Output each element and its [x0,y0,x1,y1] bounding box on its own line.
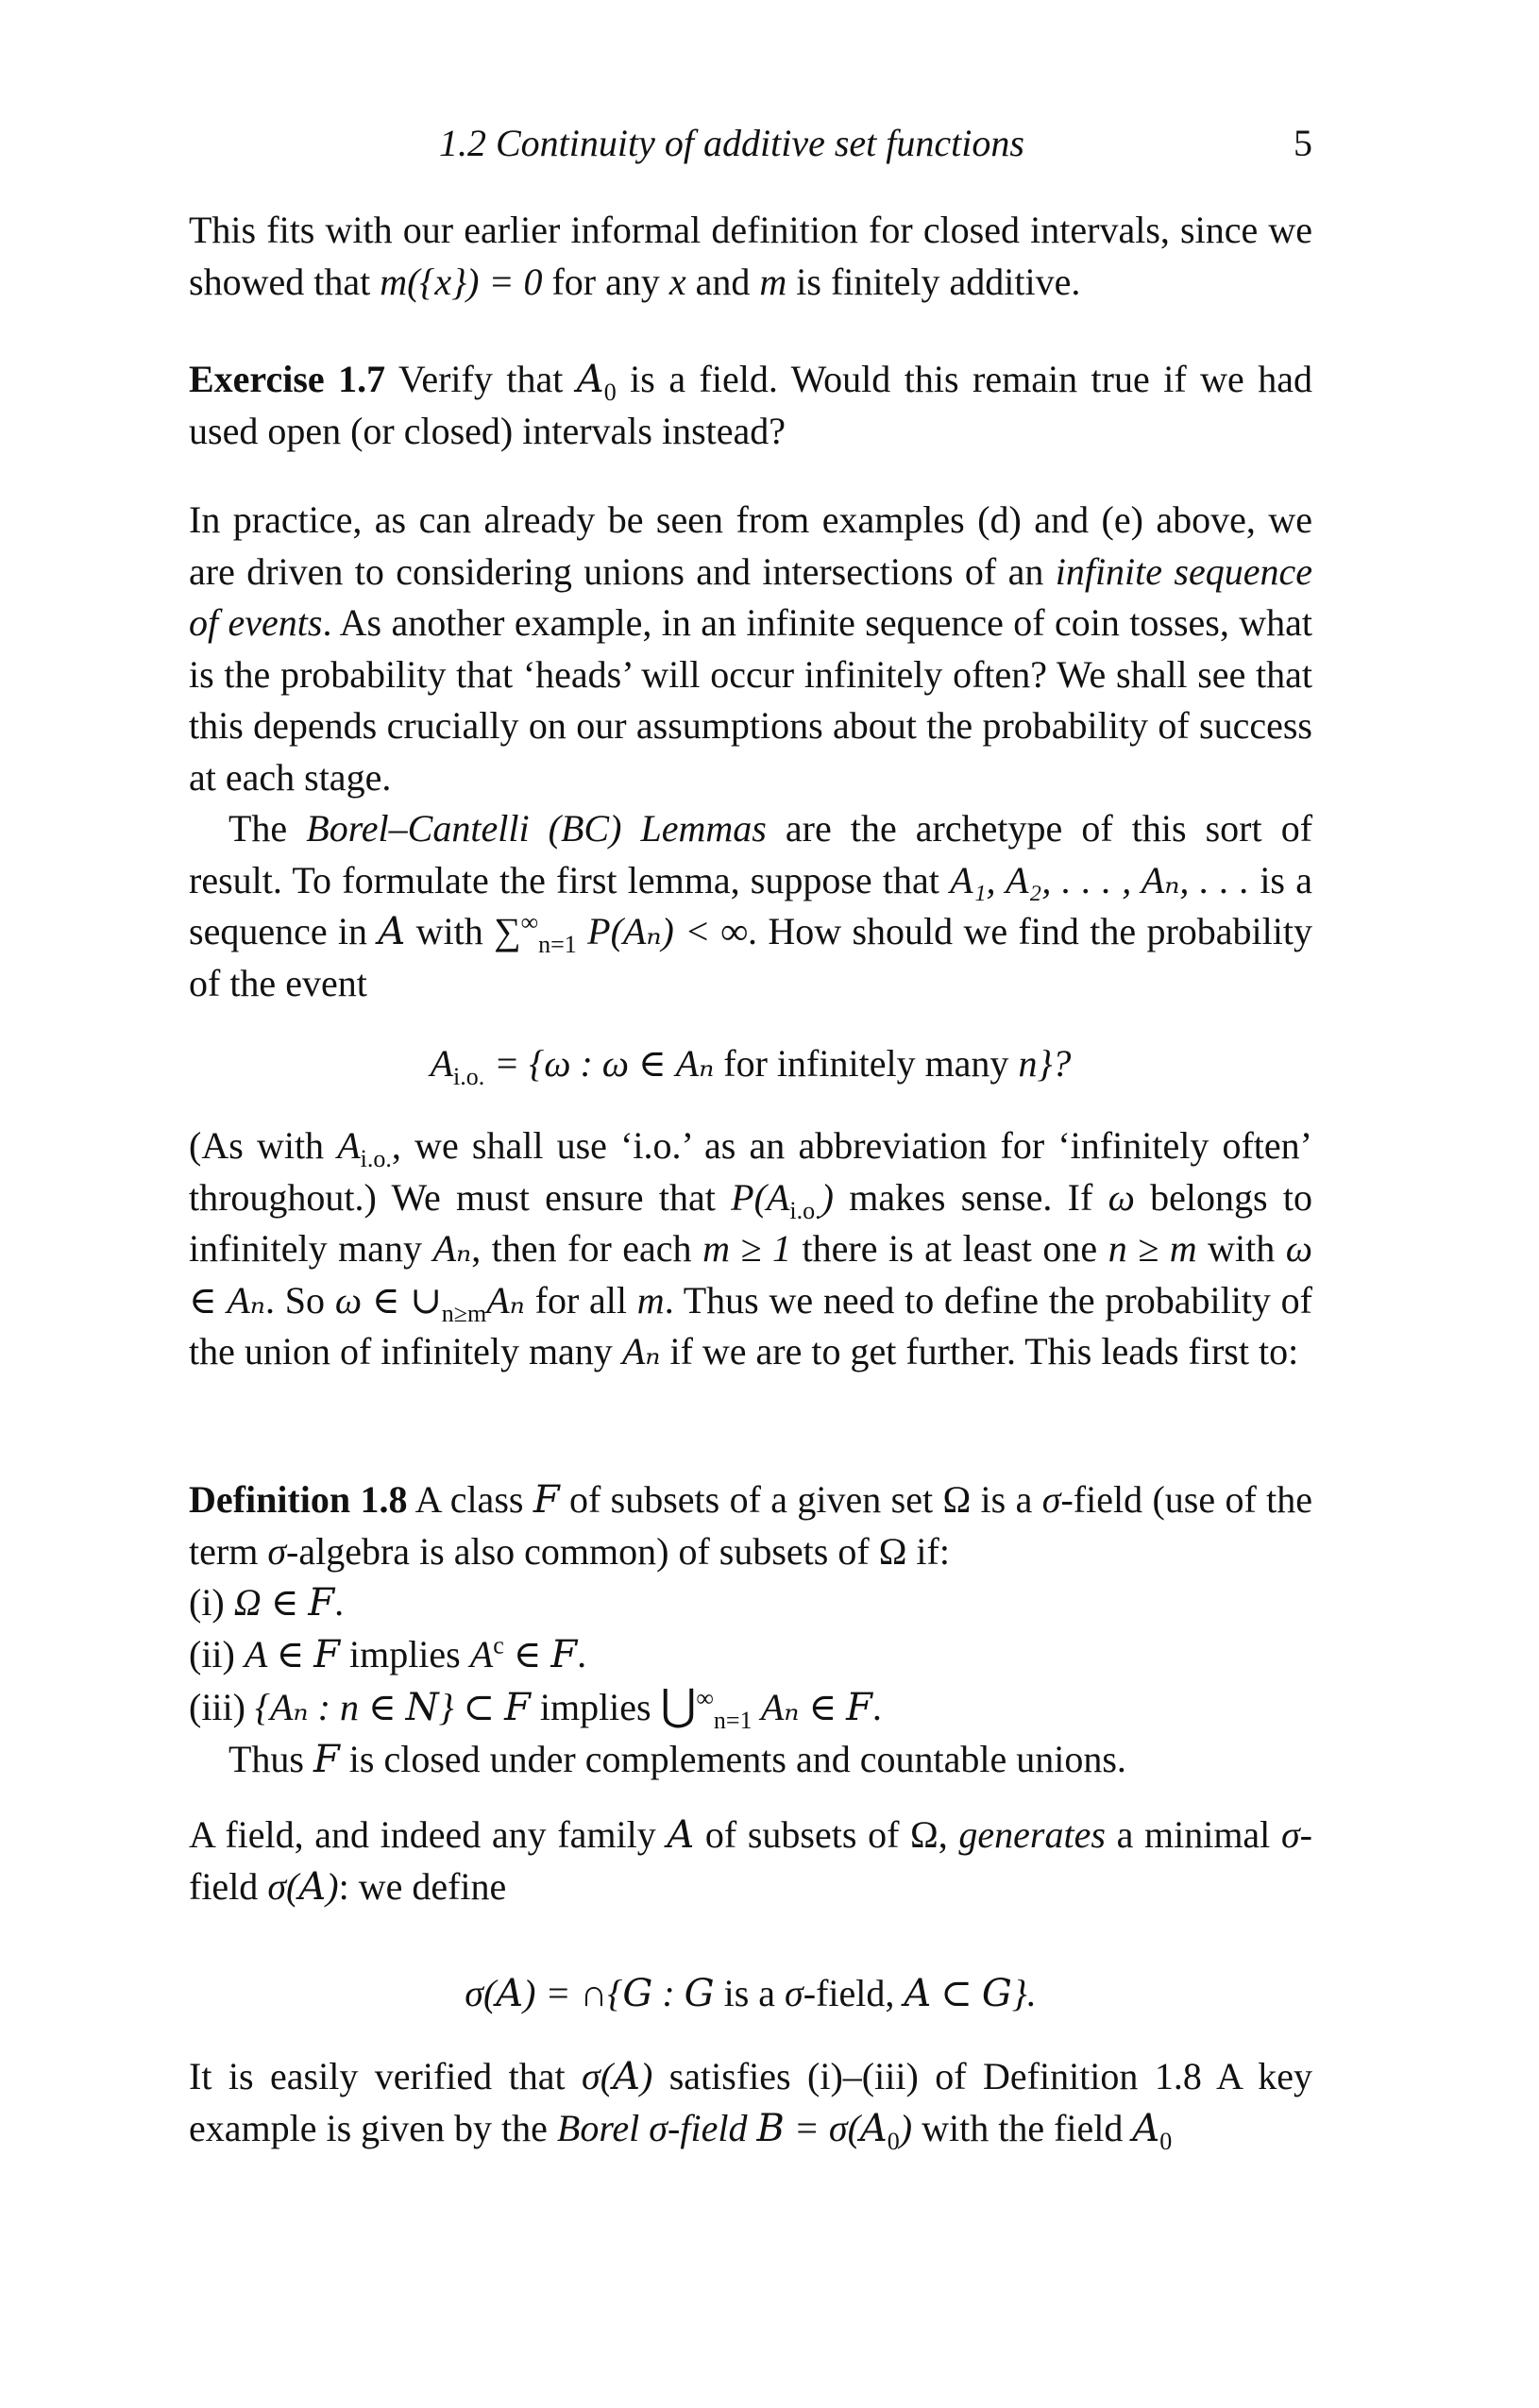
definition-label: Definition 1.8 [189,1478,408,1521]
running-header [189,121,1312,177]
paragraph-borel-cantelli: The Borel–Cantelli (BC) Lemmas are the archetype of this sort of result. To formulate the first lemma, suppose that A₁, A₂, . . . , Aₙ, . . . is a sequence in A with $\sum^\infty_{n=1}$ P(Aₙ) < ∞. How should we find the probability of the event [189,807,1313,1004]
paragraph-infinitely-often: (As with $A_{i.o.}$, we shall use ‘i.o.’ as an abbreviation for ‘infinitely often’ throughout.) We must ensure that $P(A_{i.o.})$ makes sense. If ω belongs to infinitely many Aₙ, then for each m ≥ 1 there is at least one n ≥ m with ω ∈ Aₙ. So ω ∈ $\cup_{n\ge m}A_n$ for all m. Thus we need to define the probability of the union of infinitely many Aₙ if we are to get further. This leads first to: [189,1124,1313,1372]
paragraph-infinite-sequences: In practice, as can already be seen from examples (d) and (e) above, we are driven to considering unions and intersections of an infinite sequence of events. As another example, in an infinite sequence of coin tosses, what is the probability that ‘heads’ will occur infinitely often? We shall see that this depends crucially on our assumptions about the probability of success at each stage. [189,498,1312,799]
section-title: 1.2 Continuity of additive set functions [439,122,1024,164]
equation-a-io: $A_{i.o.} = \{\omega$ : ω ∈ Aₙ for infinitely many n}? [430,1042,1072,1090]
definition-statement: Definition 1.8 A class F of subsets of a given set Ω is a σ-field (use of the term σ-algebra is also common) of subsets of Ω if: [189,1478,1313,1573]
exercise-label: Exercise 1.7 [189,358,386,400]
paragraph-intro: This fits with our earlier informal definition for closed intervals, since we showed that m({x}) = 0 for any x and m is finitely additive. [189,209,1312,303]
definition-item-i: (i) Ω ∈ F. [189,1581,345,1625]
page-number: 5 [1294,122,1312,164]
paragraph-generates: A field, and indeed any family A of subsets of Ω, generates a minimal σ-field σ(A): we define [189,1813,1312,1909]
definition-item-iii: (iii) {Aₙ : n ∈ N} ⊂ F implies $⋃^\infty_{n=1}$ Aₙ ∈ F. [189,1681,882,1734]
definition-closing: Thus F is closed under complements and countable unions. [228,1737,1126,1781]
definition-1-8 [189,1474,1312,1785]
equation-sigma-a: σ(A) = ∩{G : G is a σ-field, A ⊂ G}. [465,1972,1037,2015]
exercise-1-7: Exercise 1.7 Verify that $A_0$ is a field. Would this remain true if we had used open (or closed) intervals instead? [189,358,1313,452]
paragraph-borel-sigma-field: It is easily verified that σ(A) satisfies (i)–(iii) of Definition 1.8 A key example is given by the Borel σ-field $B = \sigma(A_0)$ with the field $A_0$ [189,2055,1312,2155]
definition-item-ii: (ii) A ∈ F implies $A^c$ ∈ F. [189,1631,587,1676]
